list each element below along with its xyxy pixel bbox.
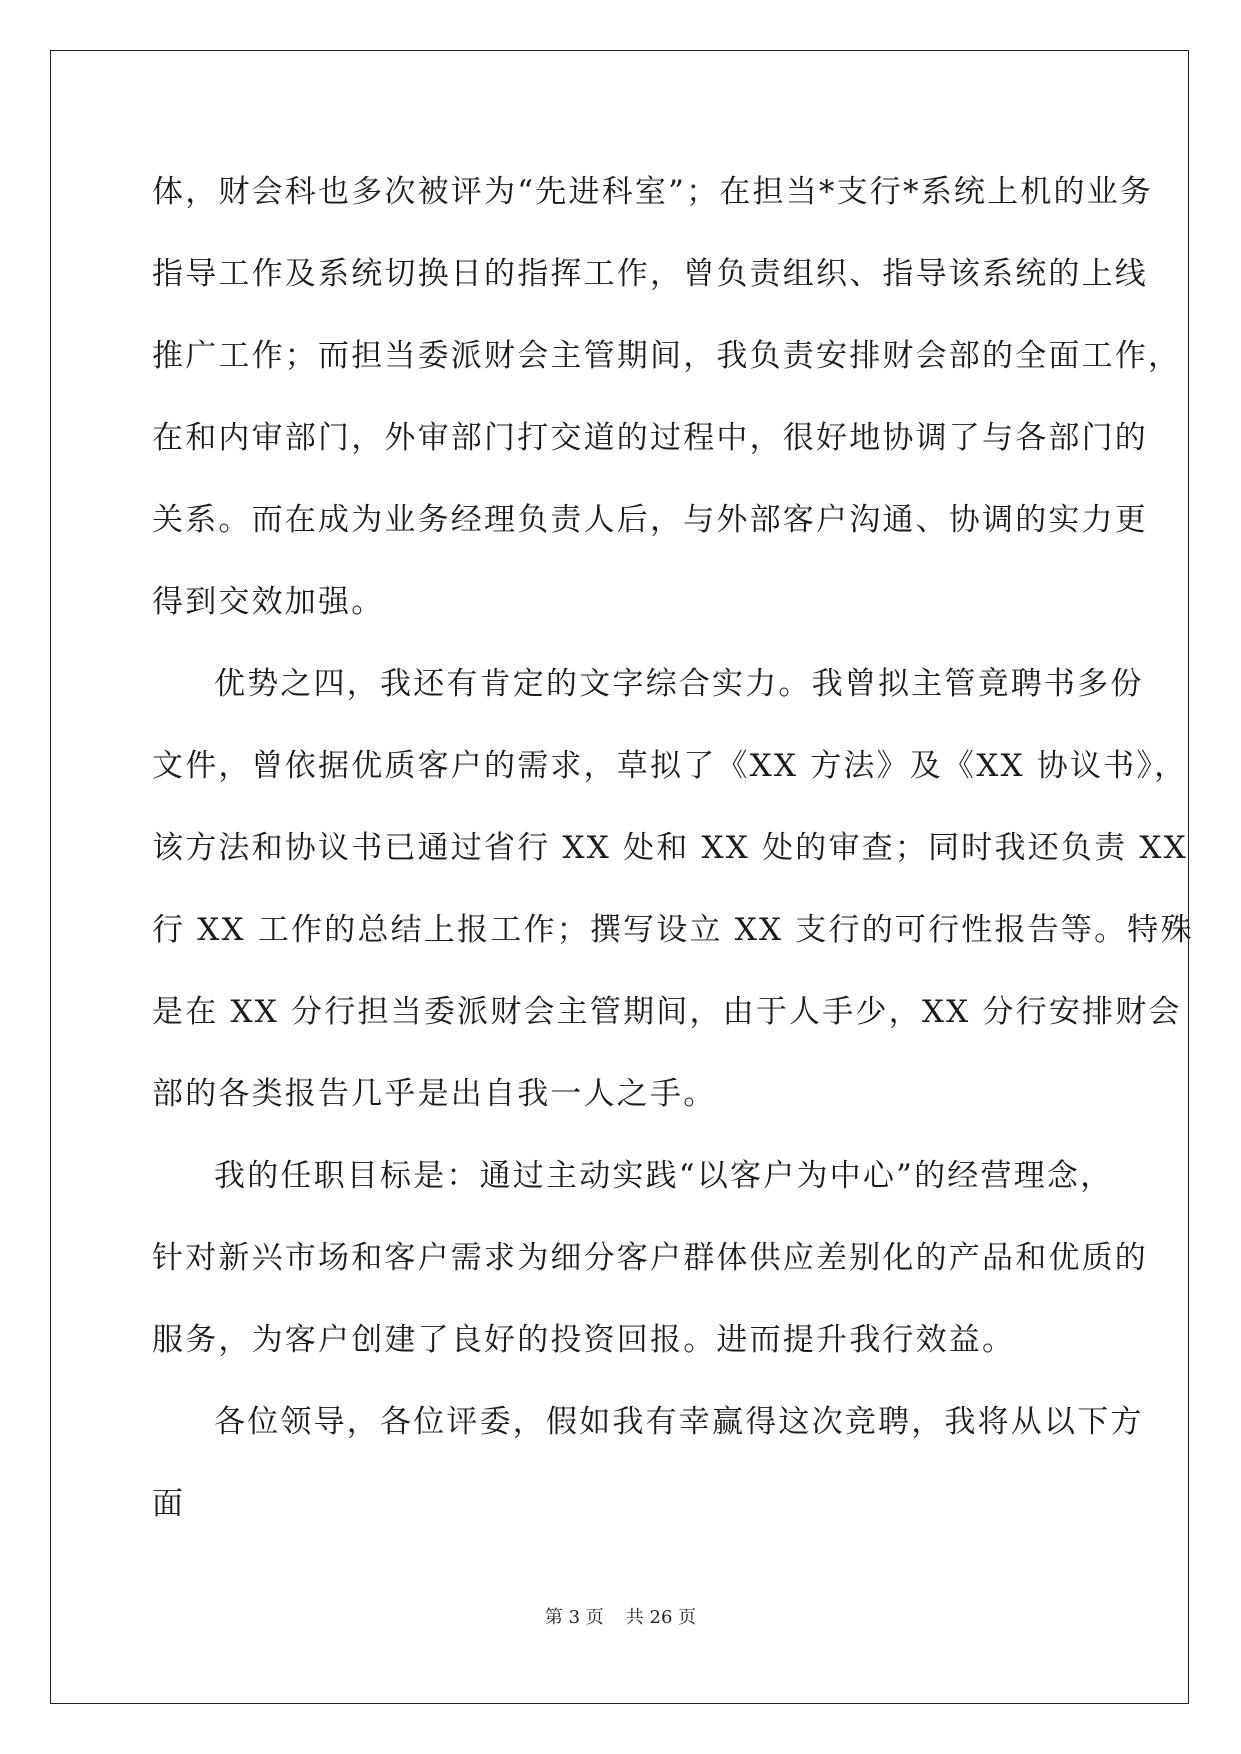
paragraph-first-line: 我的任职目标是：通过主动实践“以客户为中心”的经营理念， — [214, 1158, 1114, 1194]
body-line: 是在 XX 分行担当委派财会主管期间，由于人手少，XX 分行安排财会 — [152, 994, 1182, 1030]
body-line: 服务，为客户创建了良好的投资回报。进而提升我行效益。 — [152, 1322, 1016, 1358]
body-line: 部的各类报告几乎是出自我一人之手。 — [152, 1076, 717, 1112]
body-line: 文件，曾依据优质客户的需求，草拟了《XX 方法》及《XX 协议书》， — [152, 748, 1188, 784]
body-line: 在和内审部门，外审部门打交道的过程中，很好地协调了与各部门的 — [152, 420, 1148, 456]
paragraph-first-line: 各位领导，各位评委，假如我有幸赢得这次竞聘，我将从以下方 — [214, 1404, 1144, 1440]
document-body — [152, 160, 1194, 1554]
page-number: 第 3 页 — [544, 1607, 604, 1628]
page-footer — [0, 1603, 1241, 1629]
body-line: 体，财会科也多次被评为“先进科室”；在担当*支行*系统上机的业务 — [152, 174, 1154, 210]
body-line: 推广工作；而担当委派财会主管期间，我负责安排财会部的全面工作， — [152, 338, 1182, 374]
body-line: 关系。而在成为业务经理负责人后，与外部客户沟通、协调的实力更 — [152, 502, 1148, 538]
body-line: 该方法和协议书已通过省行 XX 处和 XX 处的审查；同时我还负责 XX — [152, 830, 1188, 866]
paragraph-first-line: 优势之四，我还有肯定的文字综合实力。我曾拟主管竟聘书多份 — [214, 666, 1144, 702]
page-total: 共 26 页 — [625, 1607, 697, 1628]
body-line: 针对新兴市场和客户需求为细分客户群体供应差别化的产品和优质的 — [152, 1240, 1148, 1276]
body-line: 行 XX 工作的总结上报工作；撰写设立 XX 支行的可行性报告等。特殊 — [152, 912, 1194, 948]
body-line: 得到交效加强。 — [152, 584, 385, 620]
body-line: 面 — [152, 1486, 186, 1522]
body-line: 指导工作及系统切换日的指挥工作，曾负责组织、指导该系统的上线 — [152, 256, 1148, 292]
